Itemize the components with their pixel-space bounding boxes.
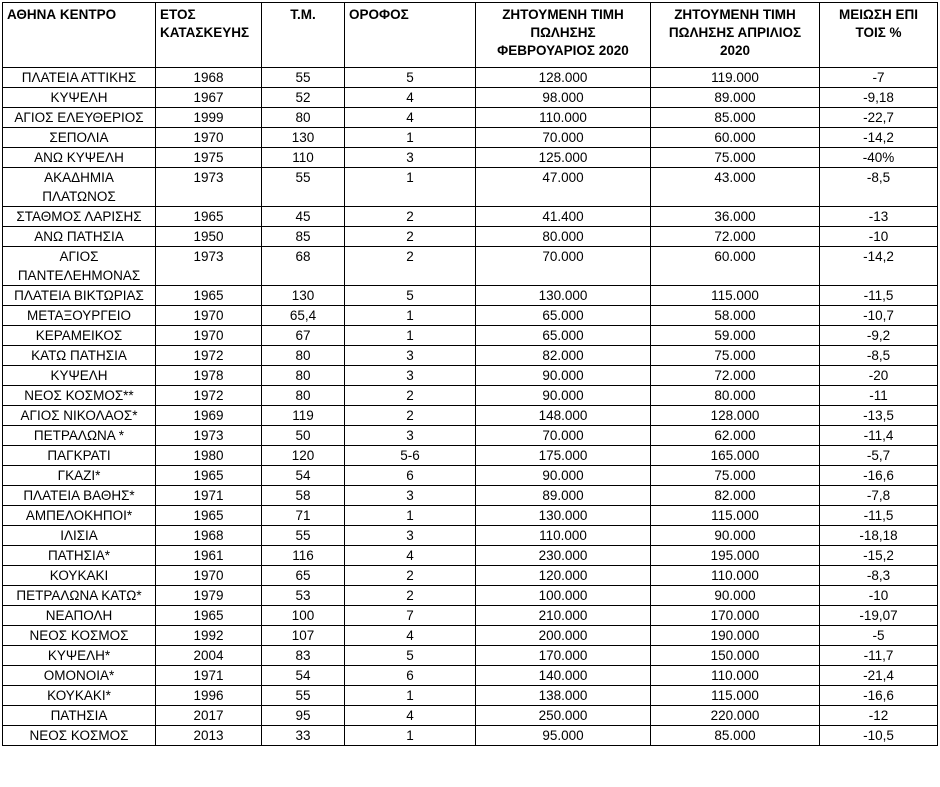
cell-area: ΠΑΤΗΣΙΑ*	[3, 546, 156, 566]
cell-area: ΑΜΠΕΛΟΚΗΠΟΙ*	[3, 506, 156, 526]
cell-price-apr: 90.000	[651, 526, 820, 546]
cell-sqm: 52	[262, 88, 345, 108]
cell-price-feb: 138.000	[476, 686, 651, 706]
cell-year: 1978	[156, 366, 262, 386]
cell-price-apr: 90.000	[651, 586, 820, 606]
cell-year: 1975	[156, 148, 262, 168]
cell-price-apr: 75.000	[651, 466, 820, 486]
cell-price-apr: 75.000	[651, 346, 820, 366]
cell-area: ΑΝΩ ΠΑΤΗΣΙΑ	[3, 227, 156, 247]
table-row	[3, 128, 938, 148]
cell-price-feb: 128.000	[476, 68, 651, 88]
header-reduction: ΜΕΙΩΣΗ ΕΠΙ ΤΟΙΣ %	[820, 3, 938, 68]
cell-sqm: 55	[262, 526, 345, 546]
cell-floor: 3	[345, 426, 476, 446]
cell-floor: 1	[345, 686, 476, 706]
cell-floor: 3	[345, 526, 476, 546]
table-row	[3, 306, 938, 326]
table-body	[3, 68, 938, 746]
cell-price-apr: 80.000	[651, 386, 820, 406]
cell-area: ΣΕΠΟΛΙΑ	[3, 128, 156, 148]
cell-price-apr: 165.000	[651, 446, 820, 466]
table-row	[3, 346, 938, 366]
cell-year: 1968	[156, 526, 262, 546]
cell-year: 1973	[156, 247, 262, 286]
cell-price-apr: 110.000	[651, 566, 820, 586]
cell-price-apr: 195.000	[651, 546, 820, 566]
cell-price-apr: 82.000	[651, 486, 820, 506]
cell-price-feb: 90.000	[476, 386, 651, 406]
cell-price-feb: 250.000	[476, 706, 651, 726]
header-floor: ΟΡΟΦΟΣ	[345, 3, 476, 68]
cell-price-feb: 130.000	[476, 506, 651, 526]
cell-sqm: 130	[262, 128, 345, 148]
header-area: ΑΘΗΝΑ ΚΕΝΤΡΟ	[3, 3, 156, 68]
cell-sqm: 120	[262, 446, 345, 466]
cell-floor: 4	[345, 626, 476, 646]
cell-reduction: -10	[820, 586, 938, 606]
cell-year: 1970	[156, 326, 262, 346]
cell-year: 1980	[156, 446, 262, 466]
cell-reduction: -10	[820, 227, 938, 247]
cell-area: ΑΝΩ ΚΥΨΕΛΗ	[3, 148, 156, 168]
cell-price-feb: 148.000	[476, 406, 651, 426]
cell-price-feb: 210.000	[476, 606, 651, 626]
cell-price-feb: 89.000	[476, 486, 651, 506]
cell-year: 1970	[156, 128, 262, 148]
cell-sqm: 65,4	[262, 306, 345, 326]
table-row	[3, 148, 938, 168]
cell-price-feb: 90.000	[476, 466, 651, 486]
cell-price-apr: 110.000	[651, 666, 820, 686]
cell-floor: 1	[345, 128, 476, 148]
cell-area: ΓΚΑΖΙ*	[3, 466, 156, 486]
cell-year: 1973	[156, 426, 262, 446]
cell-reduction: -12	[820, 706, 938, 726]
cell-year: 1967	[156, 88, 262, 108]
table-row	[3, 366, 938, 386]
table-row	[3, 466, 938, 486]
cell-year: 1965	[156, 466, 262, 486]
cell-reduction: -11,4	[820, 426, 938, 446]
cell-price-apr: 85.000	[651, 108, 820, 128]
cell-floor: 4	[345, 88, 476, 108]
cell-floor: 6	[345, 666, 476, 686]
cell-sqm: 67	[262, 326, 345, 346]
cell-sqm: 85	[262, 227, 345, 247]
cell-year: 2013	[156, 726, 262, 746]
cell-floor: 1	[345, 306, 476, 326]
cell-sqm: 55	[262, 686, 345, 706]
cell-price-feb: 110.000	[476, 108, 651, 128]
table-row	[3, 486, 938, 506]
cell-price-feb: 120.000	[476, 566, 651, 586]
cell-sqm: 80	[262, 386, 345, 406]
cell-price-apr: 115.000	[651, 506, 820, 526]
cell-area: ΝΕΟΣ ΚΟΣΜΟΣ	[3, 726, 156, 746]
cell-reduction: -8,3	[820, 566, 938, 586]
cell-reduction: -11	[820, 386, 938, 406]
cell-sqm: 55	[262, 168, 345, 207]
cell-price-apr: 89.000	[651, 88, 820, 108]
cell-year: 1999	[156, 108, 262, 128]
cell-sqm: 116	[262, 546, 345, 566]
cell-sqm: 55	[262, 68, 345, 88]
cell-sqm: 54	[262, 466, 345, 486]
cell-sqm: 65	[262, 566, 345, 586]
cell-area: ΚΟΥΚΑΚΙ	[3, 566, 156, 586]
cell-price-feb: 100.000	[476, 586, 651, 606]
cell-year: 1965	[156, 506, 262, 526]
cell-price-apr: 85.000	[651, 726, 820, 746]
cell-sqm: 80	[262, 346, 345, 366]
cell-price-feb: 98.000	[476, 88, 651, 108]
cell-price-feb: 80.000	[476, 227, 651, 247]
cell-price-feb: 70.000	[476, 128, 651, 148]
cell-reduction: -7	[820, 68, 938, 88]
cell-reduction: -11,7	[820, 646, 938, 666]
cell-floor: 5-6	[345, 446, 476, 466]
cell-sqm: 83	[262, 646, 345, 666]
cell-area: ΚΥΨΕΛΗ	[3, 88, 156, 108]
cell-year: 1992	[156, 626, 262, 646]
cell-area: ΜΕΤΑΞΟΥΡΓΕΙΟ	[3, 306, 156, 326]
cell-year: 1972	[156, 346, 262, 366]
cell-reduction: -13,5	[820, 406, 938, 426]
cell-price-apr: 72.000	[651, 366, 820, 386]
cell-price-apr: 75.000	[651, 148, 820, 168]
cell-sqm: 58	[262, 486, 345, 506]
cell-floor: 2	[345, 247, 476, 286]
cell-year: 2004	[156, 646, 262, 666]
table-row	[3, 88, 938, 108]
cell-price-apr: 59.000	[651, 326, 820, 346]
cell-reduction: -9,2	[820, 326, 938, 346]
cell-price-apr: 58.000	[651, 306, 820, 326]
table-row	[3, 68, 938, 88]
cell-floor: 1	[345, 326, 476, 346]
cell-area: ΠΛΑΤΕΙΑ ΒΑΘΗΣ*	[3, 486, 156, 506]
cell-reduction: -16,6	[820, 466, 938, 486]
cell-price-apr: 43.000	[651, 168, 820, 207]
cell-floor: 3	[345, 346, 476, 366]
cell-sqm: 53	[262, 586, 345, 606]
table-row	[3, 207, 938, 227]
cell-year: 1965	[156, 207, 262, 227]
table-row	[3, 326, 938, 346]
cell-price-feb: 200.000	[476, 626, 651, 646]
cell-price-apr: 220.000	[651, 706, 820, 726]
cell-sqm: 45	[262, 207, 345, 227]
cell-sqm: 54	[262, 666, 345, 686]
cell-sqm: 80	[262, 108, 345, 128]
cell-area: ΑΚΑΔΗΜΙΑ ΠΛΑΤΩΝΟΣ	[3, 168, 156, 207]
cell-price-feb: 95.000	[476, 726, 651, 746]
cell-area: ΠΑΤΗΣΙΑ	[3, 706, 156, 726]
cell-area: ΠΕΤΡΑΛΩΝΑ *	[3, 426, 156, 446]
cell-price-apr: 190.000	[651, 626, 820, 646]
cell-reduction: -22,7	[820, 108, 938, 128]
cell-floor: 4	[345, 546, 476, 566]
cell-price-feb: 47.000	[476, 168, 651, 207]
cell-floor: 4	[345, 706, 476, 726]
cell-year: 1971	[156, 666, 262, 686]
table-row	[3, 666, 938, 686]
cell-reduction: -16,6	[820, 686, 938, 706]
header-price-apr: ΖΗΤΟΥΜΕΝΗ ΤΙΜΗ ΠΩΛΗΣΗΣ ΑΠΡΙΛΙΟΣ 2020	[651, 3, 820, 68]
cell-floor: 2	[345, 566, 476, 586]
cell-area: ΝΕΟΣ ΚΟΣΜΟΣ	[3, 626, 156, 646]
cell-price-apr: 115.000	[651, 286, 820, 306]
cell-floor: 7	[345, 606, 476, 626]
cell-floor: 5	[345, 286, 476, 306]
cell-year: 1979	[156, 586, 262, 606]
cell-sqm: 68	[262, 247, 345, 286]
cell-reduction: -5,7	[820, 446, 938, 466]
cell-reduction: -20	[820, 366, 938, 386]
table-row	[3, 168, 938, 207]
table-row	[3, 406, 938, 426]
cell-price-feb: 175.000	[476, 446, 651, 466]
cell-year: 1965	[156, 606, 262, 626]
table-row	[3, 506, 938, 526]
cell-price-apr: 115.000	[651, 686, 820, 706]
cell-reduction: -14,2	[820, 247, 938, 286]
cell-reduction: -7,8	[820, 486, 938, 506]
cell-area: ΝΕΑΠΟΛΗ	[3, 606, 156, 626]
header-row	[3, 3, 938, 68]
cell-reduction: -21,4	[820, 666, 938, 686]
table-row	[3, 286, 938, 306]
cell-price-feb: 41.400	[476, 207, 651, 227]
cell-sqm: 95	[262, 706, 345, 726]
cell-area: ΑΓΙΟΣ ΝΙΚΟΛΑΟΣ*	[3, 406, 156, 426]
cell-floor: 5	[345, 68, 476, 88]
cell-area: ΟΜΟΝΟΙΑ*	[3, 666, 156, 686]
cell-floor: 3	[345, 148, 476, 168]
cell-price-feb: 125.000	[476, 148, 651, 168]
cell-year: 1968	[156, 68, 262, 88]
table-row	[3, 247, 938, 286]
cell-floor: 6	[345, 466, 476, 486]
table-row	[3, 726, 938, 746]
header-sqm: Τ.Μ.	[262, 3, 345, 68]
cell-area: ΚΥΨΕΛΗ*	[3, 646, 156, 666]
cell-price-apr: 128.000	[651, 406, 820, 426]
cell-floor: 2	[345, 386, 476, 406]
header-year: ΕΤΟΣ ΚΑΤΑΣΚΕΥΗΣ	[156, 3, 262, 68]
cell-price-feb: 65.000	[476, 326, 651, 346]
table-row	[3, 446, 938, 466]
cell-reduction: -8,5	[820, 346, 938, 366]
cell-price-apr: 62.000	[651, 426, 820, 446]
cell-price-feb: 130.000	[476, 286, 651, 306]
cell-area: ΑΓΙΟΣ ΠΑΝΤΕΛΕΗΜΟΝΑΣ	[3, 247, 156, 286]
cell-price-feb: 82.000	[476, 346, 651, 366]
cell-floor: 2	[345, 207, 476, 227]
cell-reduction: -19,07	[820, 606, 938, 626]
cell-area: ΠΛΑΤΕΙΑ ΒΙΚΤΩΡΙΑΣ	[3, 286, 156, 306]
cell-sqm: 110	[262, 148, 345, 168]
cell-price-feb: 70.000	[476, 247, 651, 286]
cell-sqm: 130	[262, 286, 345, 306]
cell-price-feb: 230.000	[476, 546, 651, 566]
cell-floor: 5	[345, 646, 476, 666]
cell-price-feb: 65.000	[476, 306, 651, 326]
cell-year: 1971	[156, 486, 262, 506]
cell-area: ΠΛΑΤΕΙΑ ΑΤΤΙΚΗΣ	[3, 68, 156, 88]
cell-area: ΙΛΙΣΙΑ	[3, 526, 156, 546]
cell-sqm: 71	[262, 506, 345, 526]
table-row	[3, 566, 938, 586]
cell-area: ΑΓΙΟΣ ΕΛΕΥΘΕΡΙΟΣ	[3, 108, 156, 128]
cell-price-apr: 60.000	[651, 128, 820, 148]
cell-price-feb: 140.000	[476, 666, 651, 686]
cell-area: ΠΕΤΡΑΛΩΝΑ ΚΑΤΩ*	[3, 586, 156, 606]
table-row	[3, 706, 938, 726]
cell-year: 1970	[156, 566, 262, 586]
cell-area: ΚΑΤΩ ΠΑΤΗΣΙΑ	[3, 346, 156, 366]
cell-year: 1961	[156, 546, 262, 566]
cell-floor: 1	[345, 506, 476, 526]
cell-sqm: 80	[262, 366, 345, 386]
cell-floor: 1	[345, 168, 476, 207]
cell-year: 1970	[156, 306, 262, 326]
table-row	[3, 108, 938, 128]
cell-reduction: -8,5	[820, 168, 938, 207]
cell-price-apr: 119.000	[651, 68, 820, 88]
cell-reduction: -13	[820, 207, 938, 227]
cell-reduction: -15,2	[820, 546, 938, 566]
table-row	[3, 227, 938, 247]
cell-price-feb: 110.000	[476, 526, 651, 546]
cell-price-feb: 90.000	[476, 366, 651, 386]
cell-reduction: -9,18	[820, 88, 938, 108]
cell-year: 2017	[156, 706, 262, 726]
cell-price-apr: 150.000	[651, 646, 820, 666]
cell-price-feb: 170.000	[476, 646, 651, 666]
cell-year: 1972	[156, 386, 262, 406]
cell-area: ΚΥΨΕΛΗ	[3, 366, 156, 386]
cell-sqm: 33	[262, 726, 345, 746]
cell-area: ΚΕΡΑΜΕΙΚΟΣ	[3, 326, 156, 346]
cell-floor: 3	[345, 366, 476, 386]
table-row	[3, 606, 938, 626]
table-row	[3, 546, 938, 566]
cell-floor: 2	[345, 586, 476, 606]
cell-reduction: -40%	[820, 148, 938, 168]
cell-sqm: 107	[262, 626, 345, 646]
cell-floor: 2	[345, 406, 476, 426]
cell-sqm: 50	[262, 426, 345, 446]
cell-area: ΣΤΑΘΜΟΣ ΛΑΡΙΣΗΣ	[3, 207, 156, 227]
cell-year: 1973	[156, 168, 262, 207]
cell-reduction: -11,5	[820, 286, 938, 306]
table-row	[3, 386, 938, 406]
cell-reduction: -18,18	[820, 526, 938, 546]
cell-price-apr: 36.000	[651, 207, 820, 227]
cell-reduction: -10,7	[820, 306, 938, 326]
table-row	[3, 426, 938, 446]
cell-reduction: -10,5	[820, 726, 938, 746]
cell-floor: 2	[345, 227, 476, 247]
cell-year: 1965	[156, 286, 262, 306]
cell-price-feb: 70.000	[476, 426, 651, 446]
table-row	[3, 626, 938, 646]
cell-floor: 1	[345, 726, 476, 746]
cell-year: 1996	[156, 686, 262, 706]
cell-floor: 3	[345, 486, 476, 506]
table-row	[3, 686, 938, 706]
cell-area: ΠΑΓΚΡΑΤΙ	[3, 446, 156, 466]
cell-year: 1950	[156, 227, 262, 247]
table-row	[3, 526, 938, 546]
cell-sqm: 100	[262, 606, 345, 626]
table-row	[3, 646, 938, 666]
cell-floor: 4	[345, 108, 476, 128]
cell-price-apr: 72.000	[651, 227, 820, 247]
cell-price-apr: 170.000	[651, 606, 820, 626]
cell-reduction: -5	[820, 626, 938, 646]
table-row	[3, 586, 938, 606]
header-price-feb: ΖΗΤΟΥΜΕΝΗ ΤΙΜΗ ΠΩΛΗΣΗΣ ΦΕΒΡΟΥΑΡΙΟΣ 2020	[476, 3, 651, 68]
cell-year: 1969	[156, 406, 262, 426]
cell-reduction: -11,5	[820, 506, 938, 526]
cell-reduction: -14,2	[820, 128, 938, 148]
cell-area: ΚΟΥΚΑΚΙ*	[3, 686, 156, 706]
cell-price-apr: 60.000	[651, 247, 820, 286]
price-table	[2, 2, 938, 746]
cell-sqm: 119	[262, 406, 345, 426]
cell-area: ΝΕΟΣ ΚΟΣΜΟΣ**	[3, 386, 156, 406]
